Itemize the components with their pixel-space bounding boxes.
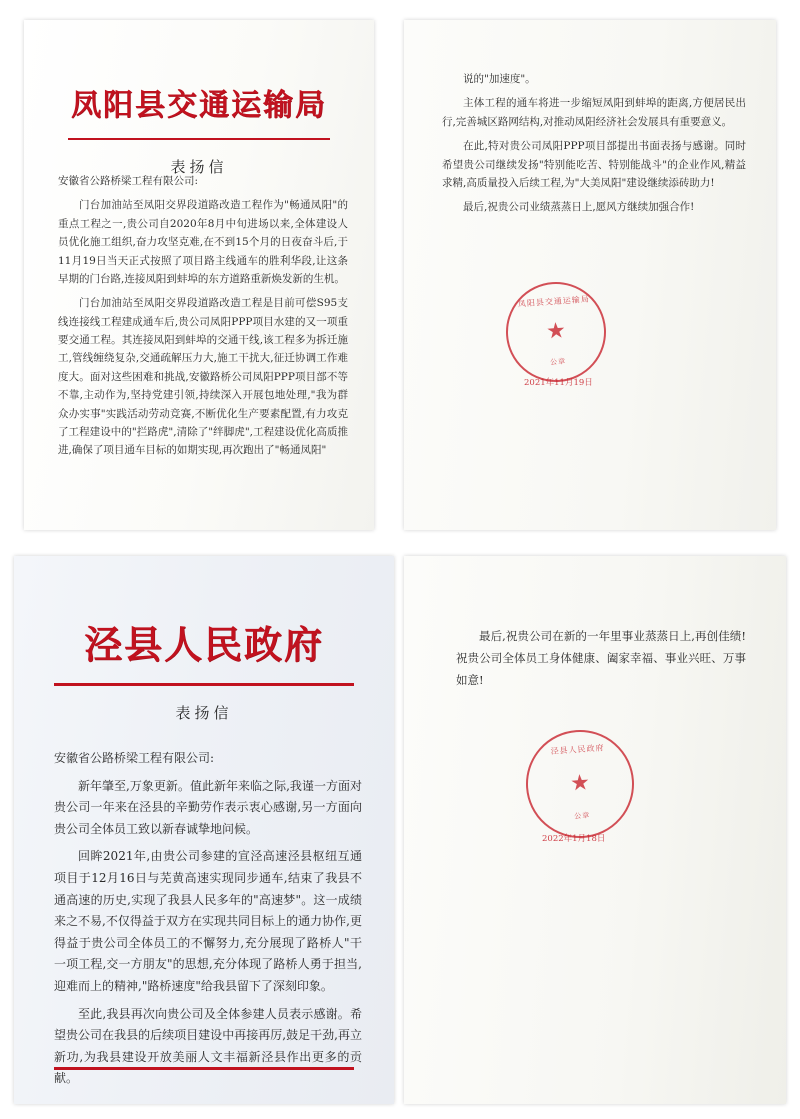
sheet-row-divider (0, 540, 800, 541)
letter-body-fengyang-page2 (442, 70, 746, 223)
seal-date-fengyang: 2021年11月19日 (524, 378, 593, 388)
letter-salutation: 安徽省公路桥梁工程有限公司: (58, 175, 199, 187)
letter-paragraph: 新年肇至,万象更新。值此新年来临之际,我谨一方面对贵公司一年来在泾县的辛勤劳作表示衷心感谢,另一方面向贵公司全体员工致以新春诚挚地问候。 (54, 778, 362, 836)
seal-org-text: 凤阳县交通运输局 (517, 294, 591, 309)
footer-divider-rule (54, 1067, 354, 1070)
letter-sheet-fengyang-page2 (404, 20, 776, 530)
letter-org-title-jingxian: 泾县人民政府 (83, 622, 324, 667)
letter-paragraph: 门台加油站至凤阳交界段道路改造工程是目前可偿S95支线连接线工程建成通车后,贵公司凤阳PPP项目水建的又一项重要交通工程。其连接凤阳到蚌埠的交通干线,该工程多为拆迁施工,管线缠绕复杂,交通疏解压力大,施工干扰大,征迁协调工作难度大。面对这些困难和挑战,安徽路桥公司凤阳PPP项目部不等不靠,主动作为,坚持党建引领,持续深入开展包地处理,"我为群众办实事"实践活动劳动竞赛,不断优化生产要素配置,有力攻克了工程建设中的"拦路虎",清除了"绊脚虎",工程建设优化高质推进,确保了项目通车目标的如期实现,再次跑出了"畅通凤阳" (58, 297, 348, 457)
letter-paragraph: 在此,特对贵公司凤阳PPP项目部提出书面表扬与感谢。同时希望贵公司继续发扬"特别能吃苦、特别能战斗"的企业作风,精益求精,高质量投入后续工程,为"大美凤阳"建设继续添砖助力! (442, 140, 746, 189)
seal-star-icon: ★ (545, 318, 567, 345)
official-seal-fengyang (503, 279, 610, 386)
letter-paragraph: 主体工程的通车将进一步缩短凤阳到蚌埠的距离,方便居民出行,完善城区路网结构,对推动凤阳经济社会发展具有重要意义。 (442, 97, 746, 128)
seal-date-jingxian: 2022年1月18日 (542, 834, 606, 844)
official-seal-jingxian (522, 726, 637, 841)
letter-body-fengyang-page1 (58, 172, 348, 466)
seal-bottom-text: 公章 (574, 811, 591, 821)
seal-bottom-text: 公章 (549, 356, 567, 367)
letter-sheet-jingxian-page2 (404, 556, 786, 1104)
letter-paragraph: 门台加油站至凤阳交界段道路改造工程作为"畅通凤阳"的重点工程之一,贵公司自2020年8月中旬进场以来,全体建设人员优化施工组织,奋力攻坚克难,在不到15个月的日夜奋斗后,于11月19日当天正式按照了项目路主线通车的胜利华段,让这条早期的门台路,连接凤阳到蚌埠的东方道路重新焕发新的生机。 (58, 199, 348, 285)
letter-paragraph: 回眸2021年,由贵公司参建的宣泾高速泾县枢纽互通项目于12月16日与芜黄高速实现同步通车,结束了我县不通高速的历史,实现了我县人民多年的"高速梦"。这一成绩来之不易,不仅得益于双方在实现共同目标上的通力协作,更得益于贵公司全体员工的不懈努力,充分展现了路桥人"干一项工程,交一方朋友"的思想,充分体现了路桥人勇于担当,迎难而上的精神,"路桥速度"给我县留下了深刻印象。 (54, 849, 362, 993)
letter-sheet-jingxian-page1 (14, 556, 394, 1104)
letter-paragraph: 最后,祝贵公司业绩蒸蒸日上,愿风方继续加强合作! (463, 201, 695, 214)
letter-paragraph: 最后,祝贵公司在新的一年里事业蒸蒸日上,再创佳绩!祝贵公司全体员工身体健康、阖家幸福、事业兴旺、万事如意! (456, 629, 746, 687)
letter-salutation: 安徽省公路桥梁工程有限公司: (54, 751, 215, 765)
letter-org-title-fengyang: 凤阳县交通运输局 (71, 88, 327, 123)
letter-subtitle-jingxian: 表扬信 (175, 704, 233, 722)
letter-body-jingxian-page1 (54, 748, 362, 1096)
letter-paragraph: 说的"加速度"。 (463, 73, 536, 85)
letter-subtitle-fengyang: 表扬信 (170, 158, 228, 176)
seal-star-icon: ★ (569, 770, 591, 797)
letter-paragraph: 至此,我县再次向贵公司及全体参建人员表示感谢。希望贵公司在我县的后续项目建设中再接再厉,鼓足干劲,再立新功,为我县建设开放美丽人文丰福新泾县作出更多的贡献。 (54, 1006, 362, 1086)
letter-sheet-fengyang-page1 (24, 20, 374, 530)
letter-body-jingxian-page2 (456, 626, 746, 698)
title-divider-rule (54, 683, 354, 686)
seal-org-text: 泾县人民政府 (550, 743, 605, 757)
title-divider-rule (68, 138, 330, 140)
